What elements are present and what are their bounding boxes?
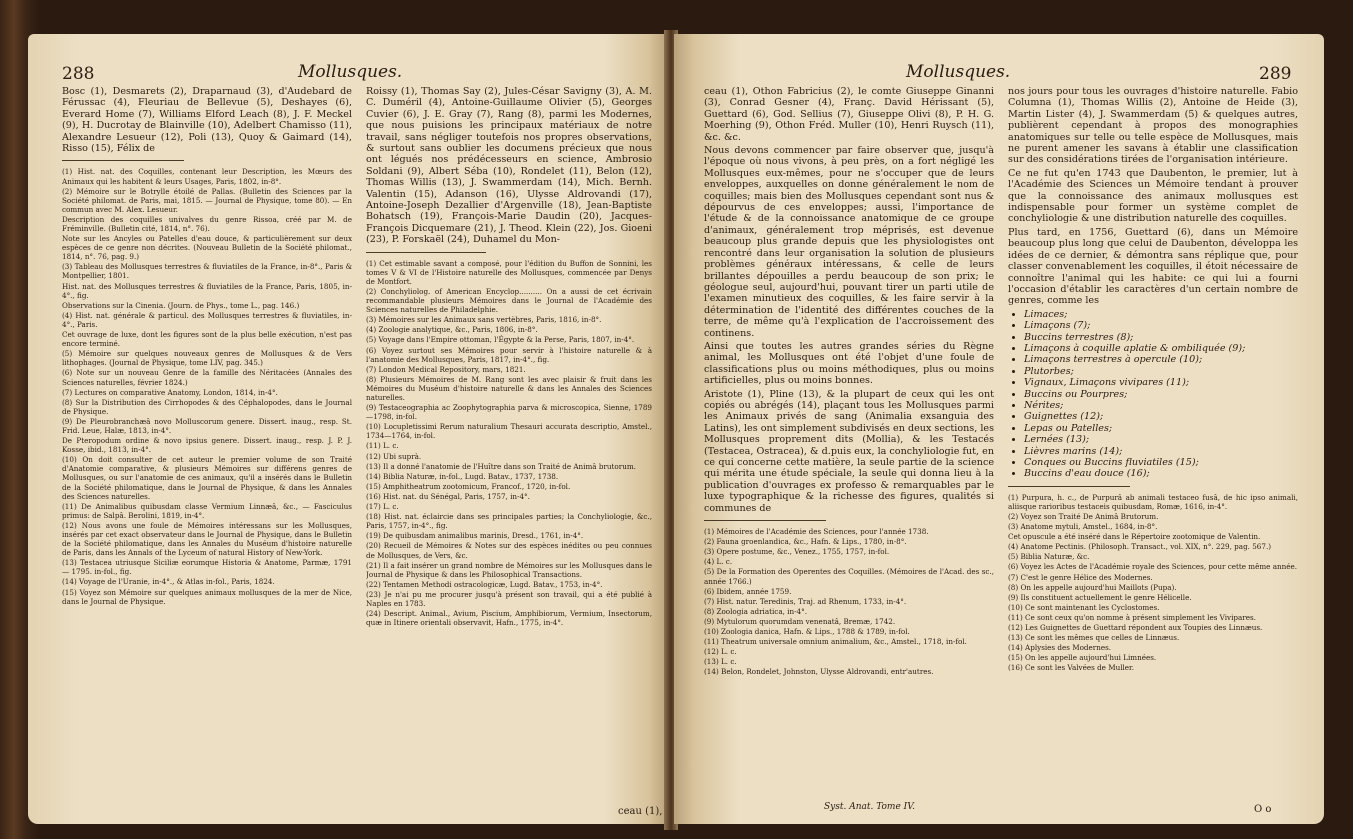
footnote: (15) Amphitheatrum zootomicum, Francof., 1720, in-fol. (366, 481, 571, 491)
footnote: Observations sur la Cinenia. (Journ. de Phys., tome L., pag. 146.) (62, 300, 300, 310)
body-paragraphs (1008, 86, 1298, 307)
footnote: (4) L. c. (704, 557, 733, 567)
footnote: Cet opuscule a été inséré dans le Répertoire zootomique de Valentin. (1008, 532, 1261, 542)
footnote: (9) Testaceographia ac Zoophytographia parva & microscopica, Sienne, 1789—1798, in-fol. (366, 403, 652, 422)
footnote: (7) London Medical Repository, mars, 1821. (366, 364, 526, 374)
footnote: (20) Recueil de Mémoires & Notes sur des espèces inédites ou peu connues de Mollusques, de Vers, &c. (366, 541, 652, 560)
footnote: (6) Voyez les Actes de l'Académie royale des Sciences, pour cette même année. (1008, 562, 1298, 572)
footnote: (3) Opere postume, &c., Venez., 1755, 1757, in-fol. (704, 547, 890, 557)
footnote: (21) Il a fait insérer un grand nombre de Mémoires sur les Mollusques dans le Journal de Physique & dans les Philosophical Transactions. (366, 560, 652, 579)
paragraph: nos jours pour tous les ouvrages d'histoire naturelle. Fabio Columna (1), Thomas Willis (2), Antoine de Heide (3), Martin Lister (4), J. Swammerdam (5) & quelques autres, publièrent cependant à propos des monographies anatomiques sur telle ou telle espèce de Mollusques, mais ne purent amener les savans à établir une classification sur des considérations tirées de l'organisation intérieure. (1008, 86, 1298, 166)
footnote: De Pteropodum ordine & novo ipsius genere. Dissert. inaug., resp. J. P. J. Kosse, ibid., 1813, in-4°. (62, 436, 352, 455)
footnote: (8) On les appelle aujourd'hui Maillots (Pupa). (1008, 582, 1177, 592)
footnote: (5) Mémoire sur quelques nouveaux genres de Mollusques & de Vers lithophages. (Journal de Physique, tome LIV, pag. 345.) (62, 349, 352, 368)
footnote: (2) Conchyliolog. of American Encyclop.......... On a aussi de cet écrivain recommandable plusieurs Mémoires dans le Journal de l'Académie des Sciences naturelles de Philadelphie. (366, 286, 652, 315)
footnote: (10) On doit consulter de cet auteur le premier volume de son Traité d'Anatomie comparative, & plusieurs Mémoires sur différens genres de Mollusques, ou sur l'anatomie de ces animaux, qu'il a insérés dans le Bulletin de la Société philomatique, dans le Journal de Physique, & dans les Annales des Sciences naturelles. (62, 455, 352, 501)
body-text: Bosc (1), Desmarets (2), Draparnaud (3), d'Audebard de Férussac (4), Fleuriau de Bellevue (5), Deshayes (6), Everard Home (7), Williams Elford Leach (8), J. F. Meckel (9), H. Ducrotay de Blainville (10), Adelbert Chamisso (11), Alexandre Lesueur (12), Poli (13), Quoy & Gaimard (14), Risso (15), Félix de (62, 86, 352, 155)
footnote: (2) Voyez son Traité De Animâ Brutorum. (1008, 512, 1159, 521)
paragraph: Nous devons commencer par faire observer que, jusqu'à l'époque où nous vivons, à peu près, on a fort négligé les Mollusques eux-mêmes, pour ne s'occuper que de leurs enveloppes, auxquelles on donne généralement le nom de coquilles; mais bien des Mollusques cependant sont nus & dépourvus de ces enveloppes; aussi, l'importance de l'étude & de la connoissance anatomique de ce groupe d'animaux, généralement trop méprisés, est devenue beaucoup plus grande depuis que les physiologistes ont rencontré dans leur organisation la solution de plusieurs problèmes généraux intéressans, & celle de leurs brillantes dépouilles a perdu beaucoup de son prix; le géologue seul, aujourd'hui, pouvant tirer un parti utile de l'examen minutieux des coquilles, & les faire servir à la détermination de l'identité des différentes couches de la terre, de même qu'à l'explication de l'accroissement des continens. (704, 145, 994, 339)
footnote: (8) Plusieurs Mémoires de M. Rang sont les avec plaisir & fruit dans les Mémoires du Muséum d'histoire naturelle & dans les Annales des Sciences naturelles. (366, 374, 652, 402)
footnote-rule (704, 520, 826, 521)
footnote: (8) Zoologia adriatica, in-4°. (704, 606, 807, 616)
footnote: (6) Voyez surtout ses Mémoires pour servir à l'histoire naturelle & à l'anatomie des Mollusques, Paris, 1817, in-4°., fig. (366, 345, 652, 364)
footnote: (4) Zoologie analytique, &c., Paris, 1806, in-8°. (366, 325, 538, 335)
footnote: (9) De Pleurobranchæâ novo Molluscorum genere. Dissert. inaug., resp. St. Frid. Leue, Halæ, 1813, in-4°. (62, 416, 352, 435)
footnote: (14) Biblia Naturæ, in-fol., Lugd. Batav., 1737, 1738. (366, 471, 559, 481)
footnote: (3) Mémoires sur les Animaux sans vertèbres, Paris, 1816, in-8°. (366, 315, 602, 325)
genus-item: • Limaçons terrestres à opercule (10); (1024, 354, 1298, 365)
footnote-rule (62, 160, 184, 161)
genus-item: • Guignettes (12); (1024, 411, 1298, 422)
footnote: (18) Hist. nat. éclaircie dans ses principales parties; la Conchyliologie, &c., Paris, 1757, in-4°., fig. (366, 512, 652, 531)
footnote: (8) Sur la Distribution des Cirrhopodes & des Céphalopodes, dans le Journal de Physique. (62, 397, 352, 416)
page-number-left: 288 (62, 64, 95, 84)
genus-item: • Nérites; (1024, 400, 1298, 411)
footnote: (22) Tentamen Methodi ostracologicæ, Lugd. Batav., 1753, in-4°. (366, 579, 603, 589)
genus-item: • Buccins terrestres (8); (1024, 332, 1298, 343)
genus-item: • Limaçons à coquille aplatie & ombiliquée (9); (1024, 343, 1298, 354)
footnote: (11) De Animalibus quibusdam classe Vermium Linnæâ, &c., — Fasciculus primus: de Salpâ. Berolini, 1819, in-4°. (62, 501, 352, 520)
footnote: (4) Anatome Pectinis. (Philosoph. Transact., vol. XIX, n°. 229, pag. 567.) (1008, 542, 1272, 552)
footnote: (16) Hist. nat. du Sénégal, Paris, 1757, in-4°. (366, 491, 530, 501)
page-number-right: 289 (1259, 64, 1292, 84)
footnote: (12) Nous avons une foule de Mémoires intéressans sur les Mollusques, insérés par cet exact observateur dans le Journal de Physique, dans le Bulletin de la Société philomatique, dans les Annales du Muséum d'histoire naturelle de Paris, dans les Annals of the Lyceum of natural History of New-York. (62, 520, 352, 558)
footnote: (2) Mémoire sur le Botrylle étoilé de Pallas. (Bulletin des Sciences par la Société philomat. de Paris, mai, 1815. — Journal de Physique, tome 80). — En commun avec M. Alex. Lesueur. (62, 186, 352, 214)
footnote: (14) Voyage de l'Uranie, in-4°., & Atlas in-fol., Paris, 1824. (62, 577, 275, 587)
footnote: Description des coquilles univalves du genre Rissoa, créé par M. de Fréminville. (Bulletin cité, 1814, n°. 76). (62, 214, 352, 233)
genera-list (1008, 309, 1298, 480)
footnote: (5) De la Formation des Operentes des Coquilles. (Mémoires de l'Acad. des sc., année 1766.) (704, 567, 994, 586)
running-head-right: Mollusques. (906, 62, 1011, 82)
footnote: (12) L. c. (704, 647, 737, 657)
genus-item: • Limaçons (7); (1024, 320, 1298, 331)
signature-mark: Syst. Anat. Tome IV. (824, 802, 915, 812)
footnote: (24) Descript. Animal., Avium, Piscium, Amphibiorum, Vermium, Insectorum, quæ in Itinere orientali observavit, Hafn., 1775, in-4°. (366, 609, 652, 628)
footnote: (7) Lectures on comparative Anatomy, London, 1814, in-4°. (62, 387, 278, 397)
right-column-2 (1008, 86, 1298, 816)
genus-item: • Lepas ou Patelles; (1024, 423, 1298, 434)
catchword-left: ceau (1), (618, 806, 663, 817)
left-page (28, 34, 668, 824)
left-column-1 (62, 86, 352, 816)
paragraph: Ainsi que toutes les autres grandes séries du Règne animal, les Mollusques ont été l'objet d'une foule de classifications plus ou moins méthodiques, plus ou moins artificielles, plus ou moins bonnes. (704, 340, 994, 387)
footnote: (6) Note sur un nouveau Genre de la famille des Néritacées (Annales des Sciences naturelles, février 1824.) (62, 368, 352, 387)
genus-item: • Lernées (13); (1024, 434, 1298, 445)
genus-item: • Lièvres marins (14); (1024, 446, 1298, 457)
footnote: (17) L. c. (366, 502, 399, 512)
footnotes-left-2 (366, 259, 652, 628)
footnote: (3) Anatome mytuli, Amstel., 1684, in-8°. (1008, 522, 1158, 532)
right-page (674, 34, 1324, 824)
footnote: (12) Ubi suprà. (366, 451, 422, 461)
footnote-rule (1008, 486, 1130, 487)
footnote: (5) Voyage dans l'Empire ottoman, l'Égypte & la Perse, Paris, 1807, in-4°. (366, 335, 635, 345)
footnote: (1) Mémoires de l'Académie des Sciences, pour l'année 1738. (704, 527, 929, 537)
footnote: (7) C'est le genre Hélice des Modernes. (1008, 572, 1153, 582)
footnote: Hist. nat. des Mollusques terrestres & fluviatiles de la France, Paris, 1805, in-4°., fig. (62, 281, 352, 300)
footnote: (19) De quibusdam animalibus marinis, Dresd., 1761, in-4°. (366, 531, 584, 541)
body-text: Roissy (1), Thomas Say (2), Jules-César Savigny (3), A. M. C. Duméril (4), Antoine-Guillaume Olivier (5), Georges Cuvier (6), J. E. Gray (7), Rang (8), parmi les Modernes, que nous puisions les principaux matériaux de notre travail, sans négliger toutefois nos propres observations, & surtout sans oublier les documens précieux que nous ont légués nos prédécesseurs en science, Ambrosio Soldani (9), Albert Séba (10), Rondelet (11), Belon (12), Thomas Willis (13), J. Swammerdam (14), Mich. Bernh. Valentin (15), Adanson (16), Ulysse Aldrovandi (17), Antoine-Joseph Dezallier d'Argenville (18), Jean-Baptiste Bohatsch (19), François-Marie Daudin (20), Jacques-François Dicquemare (21), J. Theod. Klein (22), Jos. Gioeni (23), P. Forskaël (24), Duhamel du Mon- (366, 86, 652, 246)
genus-item: • Vignaux, Limaçons vivipares (11); (1024, 377, 1298, 388)
genus-item: • Limaces; (1024, 309, 1298, 320)
footnote: (16) Ce sont les Valvées de Muller. (1008, 663, 1134, 673)
footnote: Cet ouvrage de luxe, dont les figures sont de la plus belle exécution, n'est pas encore terminé. (62, 330, 352, 349)
footnote: (10) Ce sont maintenant les Cyclostomes. (1008, 602, 1160, 612)
footnote: (10) Zoologia danica, Hafn. & Lips., 1788 & 1789, in-fol. (704, 626, 910, 636)
footnote: (14) Aplysies des Modernes. (1008, 643, 1112, 653)
footnote: (4) Hist. nat. générale & particul. des Mollusques terrestres & fluviatiles, in-4°., Paris. (62, 310, 352, 329)
genus-item: • Buccins ou Pourpres; (1024, 389, 1298, 400)
paragraph: Plus tard, en 1756, Guettard (6), dans un Mémoire beaucoup plus long que celui de Daubenton, développa les idées de ce dernier, & démontra sans réplique que, pour classer convenablement les coquilles, il étoit nécessaire de connoître l'animal qui les habite: ce qui lui a fourni l'occasion d'établir les caractères d'un certain nombre de genres, comme les (1008, 226, 1298, 307)
footnote: (1) Purpura, h. c., de Purpurâ ab animali testaceo fusâ, de hic ipso animali, aliisque rarioribus testaceis quibusdam, Romæ, 1616, in-4°. (1008, 492, 1298, 511)
footnote: (13) L. c. (704, 657, 737, 667)
paragraph: Aristote (1), Pline (13), & la plupart de ceux qui les ont copiés ou abrégés (14), plaçant tous les Mollusques parmi les Animaux privés de sang (Animalia exsanguia des Latins), les ont simplement subdivisés en deux sections, les Mollusques proprement dits (Mollia), & les Testacés (Testacea, Ostracea), & d.puis eux, la conchyliologie fut, en ce qui concerne cette matière, la seule partie de la science qui mérita une étude spéciale, la seule qui donna lieu à la publication d'ouvrages ex professo & remarquables par le luxe typographique & la richesse des figures, qualités si communes de (704, 388, 994, 514)
footnote: (7) Hist. natur. Teredinis, Traj. ad Rhenum, 1733, in-4°. (704, 596, 907, 606)
footnote: (11) Ce sont ceux qu'on nomme à présent simplement les Vivipares. (1008, 612, 1256, 622)
footnote: (6) Ibidem, année 1759. (704, 586, 792, 596)
footnote: (11) Theatrum universale omnium animalium, &c., Amstel., 1718, in-fol. (704, 637, 967, 647)
genus-item: • Buccins d'eau douce (16); (1024, 468, 1298, 479)
running-head-left: Mollusques. (298, 62, 403, 82)
footnotes-left-1 (62, 167, 352, 605)
paragraph: Ce ne fut qu'en 1743 que Daubenton, le premier, lut à l'Académie des Sciences un Mémoire tendant à prouver que la connoissance des animaux mollusques est indispensable pour former un système complet de conchyliologie & une distribution naturelle des coquilles. (1008, 167, 1298, 225)
footnote: (10) Locupletissimi Rerum naturalium Thesauri accurata descriptio, Amstel., 1734—1764, in-fol. (366, 422, 652, 441)
footnote: (1) Hist. nat. des Coquilles, contenant leur Description, les Mœurs des Animaux qui les habitent & leurs Usages, Paris, 1802, in-8°. (62, 167, 352, 186)
right-column-1 (704, 86, 994, 816)
footnote: (9) Ils constituent actuellement le genre Hélicelle. (1008, 592, 1192, 602)
footnote: (15) Voyez son Mémoire sur quelques animaux mollusques de la mer de Nice, dans le Journal de Physique. (62, 587, 352, 606)
genus-item: • Plutorbes; (1024, 366, 1298, 377)
footnote: (1) Cet estimable savant a composé, pour l'édition du Buffon de Sonnini, les tomes V & VI de l'Histoire naturelle des Mollusques, commencée par Denys de Montfort. (366, 258, 652, 286)
footnote: (3) Tableau des Mollusques terrestres & fluviatiles de la France, in-8°., Paris & Montpellier, 1801. (62, 262, 352, 281)
genus-item: • Conques ou Buccins fluviatiles (15); (1024, 457, 1298, 468)
catchword-right: O o (1254, 804, 1272, 815)
footnote: (11) L. c. (366, 441, 399, 451)
footnote: (12) Les Guignettes de Guettard répondent aux Toupies des Linnæus. (1008, 623, 1263, 633)
body-paragraphs (704, 145, 994, 514)
footnotes-right-1 (704, 527, 994, 676)
left-column-2 (366, 86, 652, 816)
footnote: (5) Biblia Naturæ, &c. (1008, 552, 1090, 562)
footnote: (9) Mytulorum quorumdam venenatâ, Bremæ, 1742. (704, 616, 896, 626)
footnotes-right-2 (1008, 493, 1298, 673)
footnote-rule (366, 252, 486, 253)
footnote: (14) Belon, Rondelet, Johnston, Ulysse Aldrovandi, entr'autres. (704, 667, 934, 677)
footnote: (2) Fauna groenlandica, &c., Hafn. & Lips., 1780, in-8°. (704, 537, 907, 547)
body-text: ceau (1), Othon Fabricius (2), le comte Giuseppe Ginanni (3), Conrad Gesner (4), Franç. David Hérissant (5), Guettard (6), God. Sellius (7), Giuseppe Olivi (8), P. H. G. Moerhing (9), Othon Fréd. Muller (10), Henri Ruysch (11), &c. &c. (704, 86, 994, 143)
footnote: (13) Il a donné l'anatomie de l'Huître dans son Traité de Animâ brutorum. (366, 461, 636, 471)
footnote: Note sur les Ancyles ou Patelles d'eau douce, & particulièrement sur deux espèces de ce genre non décrites. (Nouveau Bulletin de la Société philomat., 1814, n°. 76, pag. 9.) (62, 234, 352, 262)
footnote: (13) Testacea utriusque Siciliæ eorumque Historia & Anatome, Parmæ, 1791 — 1795. in-fol., fig. (62, 558, 352, 577)
footnote: (13) Ce sont les mêmes que celles de Linnæus. (1008, 633, 1180, 643)
footnote: (23) Je n'ai pu me procurer jusqu'à présent son travail, qui a été publié à Naples en 1783. (366, 589, 652, 608)
footnote: (15) On les appelle aujourd'hui Limnées. (1008, 653, 1157, 663)
